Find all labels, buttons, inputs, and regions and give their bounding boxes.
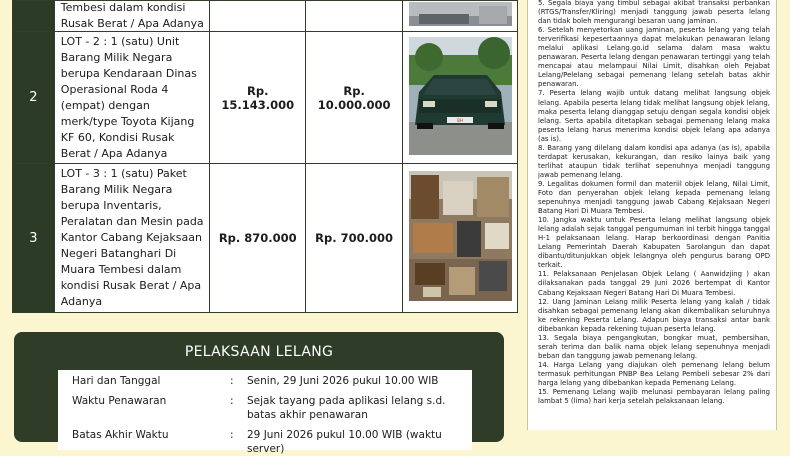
lot-description-cell bbox=[54, 1, 210, 32]
lot-photo-cell bbox=[403, 1, 518, 32]
pelaksanaan-lelang-box bbox=[14, 332, 504, 455]
uang-jaminan-cell: Rp. 700.000 bbox=[306, 164, 403, 313]
nilai-limit-cell: Rp. 15.143.000 bbox=[210, 32, 306, 164]
pelaksanaan-title: PELAKSAAN LELANG bbox=[184, 344, 334, 360]
pelaksanaan-colon: : bbox=[230, 375, 234, 387]
table-row bbox=[13, 164, 518, 313]
lot-number-cell: 3 bbox=[13, 164, 55, 313]
nilai-limit-cell: Rp. 870.000 bbox=[210, 164, 306, 313]
term-item: 5. Segala biaya yang timbul sebagai akibat transaksi perbankan (RTGS/Transfer/Kliring) menjadi tanggung jawab peserta lelang dan tidak boleh mengurangi besaran uang jaminan. bbox=[538, 0, 770, 26]
term-item: 8. Barang yang dilelang dalam kondisi apa adanya (as is), apabila terdapat kerusakan, kekurangan, dan resiko lainya baik yang terlihat ataupun tidak terlihat sepenuhnya menjadi tanggung jawab pemenang lelang. bbox=[538, 143, 770, 179]
table-row bbox=[13, 32, 518, 164]
pelaksanaan-value: Sejak tayang pada aplikasi lelang s.d. batas akhir penawaran bbox=[247, 395, 446, 421]
pelaksanaan-label: Waktu Penawaran bbox=[72, 395, 167, 407]
term-item: 13. Segala biaya pengangkutan, bongkar muat, pembersihan, serah terima dan balik nama objek lelang sepenuhnya menjadi beban dan tanggung jawab pemenang lelang. bbox=[538, 333, 770, 360]
inventaris-photo bbox=[409, 171, 512, 301]
lot-number-cell bbox=[13, 1, 55, 32]
svg-text:BH: BH bbox=[456, 117, 463, 123]
term-item: 15. Pemenang Lelang wajib melunasi pembayaran lelang paling lambat 5 (lima) hari kerja setelah pelaksanaan lelang. bbox=[538, 388, 770, 406]
uang-jaminan-cell: Rp. 10.000.000 bbox=[306, 32, 403, 164]
partial-photo bbox=[409, 2, 512, 26]
uang-jaminan-cell bbox=[306, 1, 403, 32]
term-item: 9. Legalitas dokumen formil dan materiil objek lelang, Nilai Limit, Foto dan penyerahan objek lelang kepada pemenang lelang sepenuhnya menjadi tanggung jawab Cabang Kejaksaan Negeri Batang Hari Di Muara Tembesi. bbox=[538, 179, 770, 216]
lot-photo-cell bbox=[403, 164, 518, 313]
term-item: 10. Jangka waktu untuk Peserta lelang melihat langsung objek lelang adalah sejak tanggal pengumuman ini terbit hingga tanggal H-1 pelaksanaan lelang. Harap berkoordinasi dengan Panitia Lelang Pemerintah Daerah Kabupaten Sarolangun dan dapat dibantu/ditunjukkan objek lelangnya oleh pengurus barang OPD terkait. bbox=[538, 216, 770, 270]
lot-number-cell: 2 bbox=[13, 32, 55, 164]
lot-description: Tembesi dalam kondisi Rusak Berat / Apa Adanya bbox=[60, 1, 204, 30]
lot-description: LOT - 3 : 1 (satu) Paket Barang Milik Negara berupa Inventaris, Peralatan dan Mesin pada Kantor Cabang Kejaksaan Negeri Batanghari Di Muara Tembesi dalam kondisi Rusak Berat / Apa Adanya bbox=[54, 164, 210, 313]
pelaksanaan-value: 29 Juni 2026 pukul 10.00 WIB (waktu server) bbox=[247, 429, 442, 455]
pelaksanaan-label: Batas Akhir Waktu bbox=[72, 429, 169, 441]
pelaksanaan-details bbox=[58, 370, 472, 455]
pelaksanaan-value: Senin, 29 Juni 2026 pukul 10.00 WIB bbox=[247, 375, 439, 387]
lot-table bbox=[12, 0, 518, 313]
term-item: 6. Setelah menyetorkan uang jaminan, peserta lelang yang telah terverifikasi kepesertaannya dapat melakukan penawaran lelang melalui aplikasi Lelang.go.id selama dalam masa waktu penawaran. Peserta lelang dengan penawaran tertinggi yang telah mencapai atau melampaui Nilai Limit, disahkan oleh Pejabat Lelang/Pelelang sebagai pemenang lelang setelah batas akhir penawaran. bbox=[538, 26, 770, 89]
table-row bbox=[13, 1, 518, 32]
toyota-kijang-photo bbox=[409, 37, 512, 155]
terms-panel bbox=[527, 0, 777, 430]
term-item: 11. Pelaksanaan Penjelasan Objek Lelang ( Aanwidzjing ) akan dilaksanakan pada tanggal 29 Juni 2026 bertempat di Kantor Cabang Kejaksaan Negeri Batang Hari Di Muara Tembesi. bbox=[538, 270, 770, 297]
term-item: 14. Harga Lelang yang diajukan oleh pemenang lelang belum termasuk perhitungan PNBP Bea Lelang Pembeli sebesar 2% dari harga lelang yang dibebankan kepada Pemenang Lelang. bbox=[538, 360, 770, 387]
term-item: 7. Peserta lelang wajib untuk datang melihat langsung objek lelang. Apabila peserta lelang tidak melihat langsung objek lelang, maka peserta lelang dianggap setuju dengan segala kondisi objek lelang. Serta apabila ditetapkan sebagai pemenang lelang maka peserta lelang harus menerima kondisi objek lelang apa adanya (as is). bbox=[538, 89, 770, 143]
pelaksanaan-colon: : bbox=[230, 395, 234, 407]
pelaksanaan-colon: : bbox=[230, 429, 234, 441]
lot-description: LOT - 2 : 1 (satu) Unit Barang Milik Negara berupa Kendaraan Dinas Operasional Roda 4 (empat) dengan merk/type Toyota Kijang KF 60, Kondisi Rusak Berat / Apa Adanya bbox=[54, 32, 210, 164]
terms-list bbox=[538, 0, 770, 406]
nilai-limit-cell bbox=[210, 1, 306, 32]
pelaksanaan-label: Hari dan Tanggal bbox=[72, 375, 161, 387]
lot-photo-cell bbox=[403, 32, 518, 164]
term-item: 12. Uang Jaminan Lelang milik Peserta lelang yang kalah / tidak disahkan sebagai pemenang lelang akan dikembalikan seluruhnya ke rekening Peserta Lelang. Adapun biaya transaksi antar bank dibebankan kepada rekening tujuan peserta lelang. bbox=[538, 297, 770, 333]
